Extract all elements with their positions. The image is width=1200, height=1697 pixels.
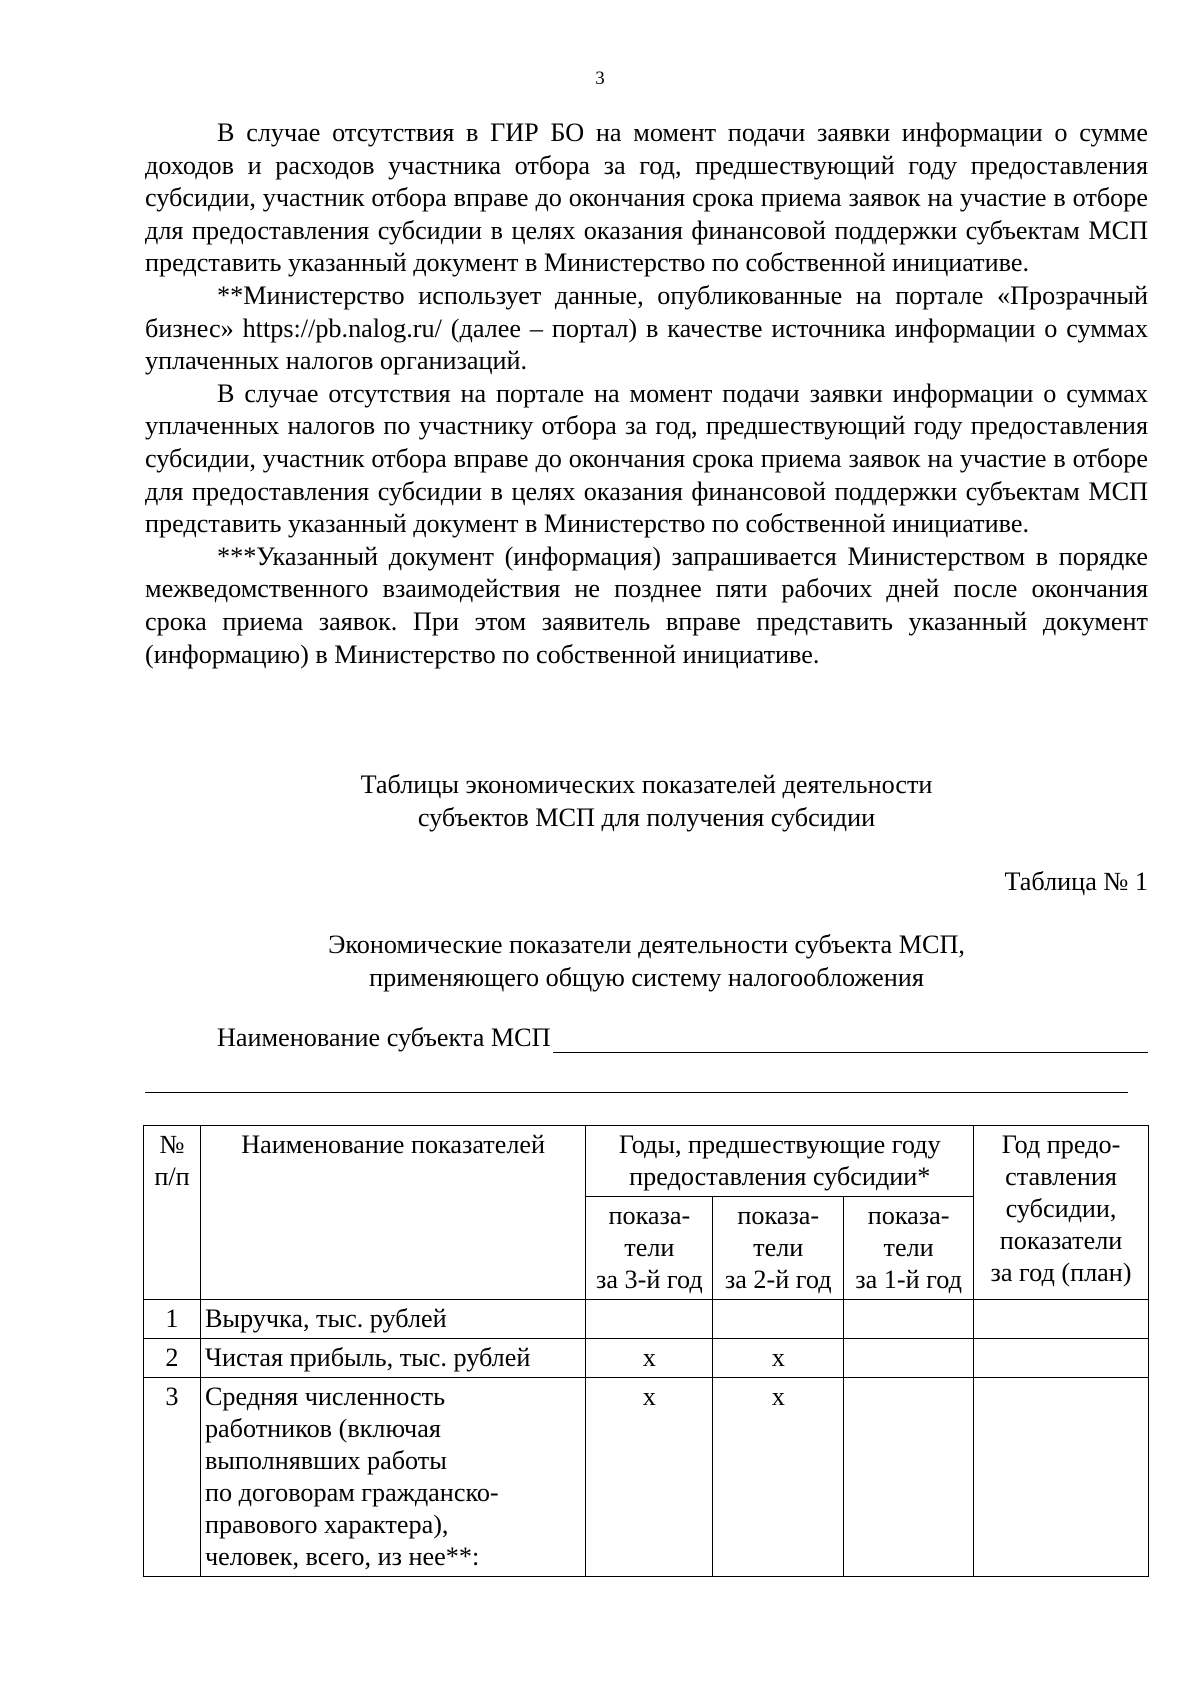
row-y3 [586,1300,713,1339]
tables-heading [145,769,1148,834]
row-y1 [844,1339,974,1378]
row-name: Средняя численность работников (включая выполнявших работы по договорам гражданско- правового характера), человек, всего, из нее**: [200,1378,585,1577]
msp-name-underline [553,1024,1148,1053]
tables-heading-line-1: Таблицы экономических показателей деятельности [360,770,933,799]
row-num: 1 [144,1300,201,1339]
row-y2: х [713,1339,844,1378]
paragraph-1: В случае отсутствия в ГИР БО на момент подачи заявки информации о сумме доходов и расходов участника отбора за год, предшествующий году предоставления субсидии, участник отбора вправе до окончания срока приема заявок на участие в отборе для предоставления субсидии в целях оказания финансовой поддержки субъектам МСП представить указанный документ в Министерство по собственной инициативе. [145,118,1148,278]
paragraph-3: В случае отсутствия на портале на момент подачи заявки информации о суммах уплаченных налогов по участнику отбора за год, предшествующий году предоставления субсидии, участник отбора вправе до окончания срока приема заявок на участие в отборе для предоставления субсидии в целях оказания финансовой поддержки субъектам МСП представить указанный документ в Министерство по собственной инициативе. [145,378,1148,539]
indicators-table [143,1125,1149,1577]
msp-name-field [217,1023,1148,1053]
header-year-1: показа- тели за 1-й год [844,1197,974,1300]
row-plan [974,1378,1149,1577]
row-plan [974,1300,1149,1339]
row-name: Выручка, тыс. рублей [200,1300,585,1339]
table-row [144,1300,1149,1339]
header-year-3: показа- тели за 3-й год [586,1197,713,1300]
page-number: 3 [595,68,605,89]
table-number: Таблица № 1 [1004,867,1148,896]
row-y2 [713,1300,844,1339]
row-name: Чистая прибыль, тыс. рублей [200,1339,585,1378]
paragraph-2: **Министерство использует данные, опубликованные на портале «Прозрачный бизнес» https://pb.nalog.ru/ (далее – портал) в качестве источника информации о суммах уплаченных налогов организаций. [145,280,1148,376]
row-y2: х [713,1378,844,1577]
header-years: Годы, предшествующие году предоставления субсидии* [586,1126,974,1197]
body-text [145,117,1148,671]
row-y3: х [586,1339,713,1378]
table-heading [145,929,1148,994]
table-heading-line-1: Экономические показатели деятельности субъекта МСП, [328,930,965,959]
header-year-2: показа- тели за 2-й год [713,1197,844,1300]
row-y1 [844,1300,974,1339]
row-num: 2 [144,1339,201,1378]
row-y3: х [586,1378,713,1577]
row-plan [974,1339,1149,1378]
table-row [144,1378,1149,1577]
table-header-row-1 [144,1126,1149,1197]
row-num: 3 [144,1378,201,1577]
table-heading-line-2: применяющего общую систему налогообложения [369,962,924,992]
header-name: Наименование показателей [200,1126,585,1300]
header-plan: Год предо- ставления субсидии, показатели за год (план) [974,1126,1149,1300]
msp-name-label: Наименование субъекта МСП [217,1023,551,1052]
row-y1 [844,1378,974,1577]
msp-name-underline-2 [145,1092,1128,1093]
header-num: № п/п [144,1126,201,1300]
table-row [144,1339,1149,1378]
paragraph-4: ***Указанный документ (информация) запрашивается Министерством в порядке межведомственного взаимодействия не позднее пяти рабочих дней после окончания срока приема заявок. При этом заявитель вправе представить указанный документ (информацию) в Министерство по собственной инициативе. [145,541,1148,669]
tables-heading-line-2: субъектов МСП для получения субсидии [417,802,876,832]
